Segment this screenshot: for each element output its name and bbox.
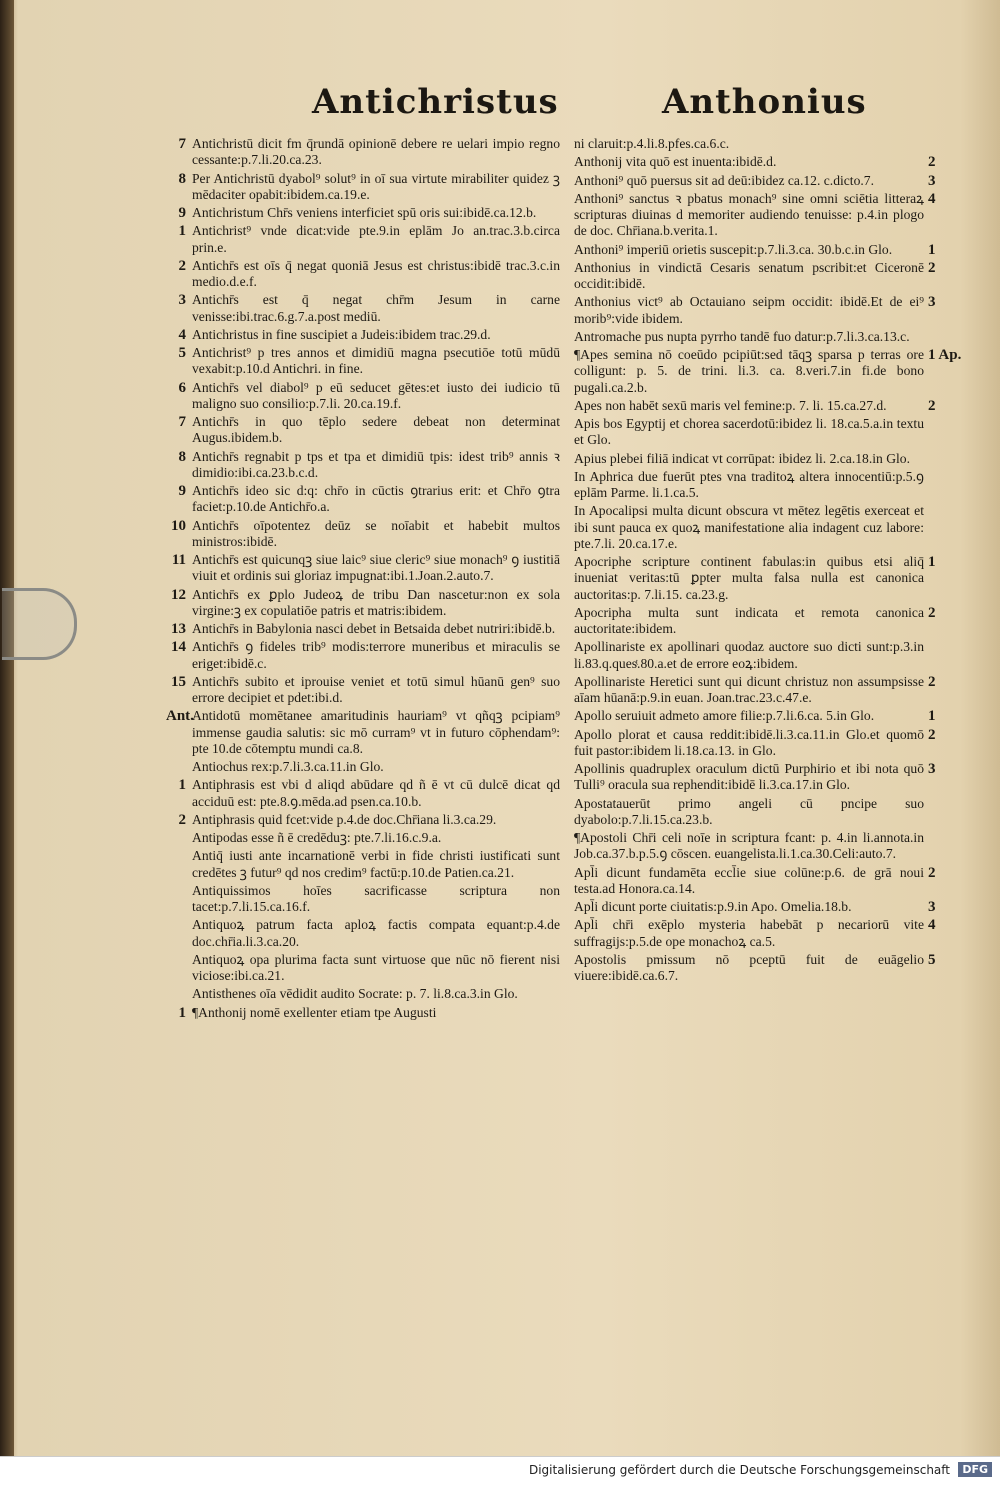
index-entry [178,379,560,412]
entry-number: 2 [928,154,936,171]
footer-credit: Digitalisierung gefördert durch die Deutsche Forschungsgemeinschaft [528,1463,950,1477]
entry-text: Antichr̄s est quicunqꝫ siue laic⁹ siue cleric⁹ siue monach⁹ ꝯ iustitiā viuit et ordinis sui gloriaz impugnat:ibi.1.Joan.2.auto.7. [192,552,560,584]
entry-text: Antidotū momētanee amaritudinis hauriam⁹ vt qñqꝫ pcipiam⁹ immense gaudia salutis: sic mō curram⁹ vt in futuro cōphendam⁹: pte 10.de cōtemptu mundi ca.8. [192,708,560,756]
entry-number: Ant. [166,708,194,725]
entry-number: 2 [178,811,186,828]
entry-number: 1 [928,554,936,571]
index-entry [171,673,560,706]
entry-number: 5 [928,951,936,968]
header-left: Antichristus [312,82,559,122]
index-entry [574,761,936,793]
index-entry [171,517,560,550]
entry-number: 12 [171,586,186,603]
entry-text: Anthonij vita quō est inuenta:ibidē.d. [574,154,777,170]
entry-number: 1 [928,708,936,725]
index-entry [171,552,560,584]
entry-text: Antiq̄ iusti ante incarnationē verbi in fide christi iustificati sunt credētes ꝫ futur⁹ qd nos credim⁹ factū:p.10.de Patien.ca.21. [192,848,560,880]
entry-number: 2 [928,726,936,743]
index-entry [574,639,924,671]
index-entry [574,136,924,152]
index-entry [574,397,936,414]
entry-text: Apocriphe scripture continent fabulas:in quibus etsi aliq̄ inueniat veritas:tū ꝑpter multa falsa nulla est canonica auctoritas:p. 7.li.15. ca.23.g. [574,554,924,602]
index-entry [574,604,936,637]
entry-text: Antiphrasis est vbi d aliqd abūdare qd ñ ē vt cū dulcē dicat qd acciduū est: pte.8.ꝯ.mēda.ad psen.ca.10.b. [192,777,560,809]
index-entry [192,759,560,775]
index-entry [574,294,936,326]
index-entry [178,1004,560,1021]
index-entry [574,899,936,916]
entry-text: Apl̄i dicunt porte ciuitatis:p.9.in Apo. Omelia.18.b. [574,899,852,915]
entry-text: ¶Apostoli Chr̄i celi noīe in scriptura fcant: p. 4.in li.annota.in Job.ca.37.b.p.5.ꝯ cōscen. euangelista.li.1.ca.30.Celi:auto.7. [574,830,924,862]
index-entry [178,811,560,828]
entry-number: 1 [178,1004,186,1021]
entry-text: Apollo plorat et causa reddit:ibidē.li.3.ca.11.in Glo.et quomō fuit pastor:ibidem li.18.ca.13. in Glo. [574,726,924,758]
entry-number: 4 [928,190,936,207]
entry-number: 9 [178,205,186,221]
entry-text: Anthonius in vindictā Cesaris senatum pscribit:et Ciceronē occidit:ibidē. [574,259,924,292]
index-entry [178,257,560,290]
entry-text: Apius plebei filiā indicat vt corrūpat: ibidez li. 2.ca.18.in Glo. [574,450,910,466]
index-entry [574,259,936,292]
dfg-logo: DFG [958,1462,992,1477]
entry-number: 11 [171,552,186,569]
index-entry [178,345,560,377]
entry-number: 10 [171,517,186,534]
index-entry [574,190,936,240]
index-entry [574,241,936,258]
entry-text: Antichr̄s vel diabol⁹ p eū seducet gētes:et iusto dei iudicio tū maligno suo consilio:p.7.li. 20.ca.19.f. [192,379,560,411]
index-entry [192,952,560,984]
index-entry [574,864,936,897]
index-entry [574,503,924,552]
entry-number: 2 [928,864,936,881]
entry-number: 7 [178,136,186,152]
entry-number: 5 [178,345,186,362]
index-entry [192,883,560,915]
entry-text: Antichr̄s ex ꝑplo Judeoꝝ de tribu Dan nascetur:non ex sola virgine:ꝫ ex copulatiōe patris et matris:ibidem. [192,586,560,618]
entry-text: Antichr̄s est q̄ negat chr̄m Jesum in carne venisse:ibi.trac.6.g.7.a.post mediū. [192,292,560,324]
index-entry [171,586,560,619]
entry-number: 2 [928,604,936,621]
entry-text: Antichr̄s in Babylonia nasci debet in Betsaida debet nutriri:ibidē.b. [192,621,556,637]
entry-number: 1 Ap. [928,347,962,364]
index-entry [574,917,936,949]
left-column [166,136,560,1023]
entry-text: Antiquoꝝ opa plurima facta sunt virtuose que nūc nō fierent nisi viciose:ibi.ca.21. [192,951,560,984]
entry-text: Antromache pus nupta pyrrho tandē fuo datur:p.7.li.3.ca.13.c. [574,328,910,344]
index-entry [574,172,936,189]
entry-text: Antiphrasis quid fcet:vide p.4.de doc.Chr̄iana li.3.ca.29. [192,811,497,827]
entry-number: 2 [178,257,186,274]
index-entry [178,777,560,809]
entry-text: Apl̄i chr̄i exēplo mysteria habebāt p necariorū vite suffragijs:p.5.de ope monachoꝝ ca.5. [574,917,924,949]
entry-number: 3 [928,899,936,916]
entry-text: Apollo seruiuit admeto amore filie:p.7.li.6.ca. 5.in Glo. [574,708,875,724]
entry-text: Antichr̄s in quo tēplo sedere debeat non determinat Augus.ibidem.b. [192,414,560,446]
entry-text: Antichr̄s est oīs q̄ negat quoniā Jesus est christus:ibidē trac.3.c.in medio.d.e.f. [192,257,560,289]
entry-number: 15 [171,673,186,690]
entry-number: 8 [178,448,186,465]
index-entry [574,329,924,345]
entry-number: 1 [178,777,186,794]
index-entry [192,848,560,880]
entry-number: 9 [178,483,186,500]
entry-text: Antipodas esse ñ ē credēduꝫ: pte.7.li.16.c.9.a. [192,830,442,846]
entry-text: In Aphrica due fuerūt ptes vna traditoꝝ altera innocentiū:p.5.ꝯ eplām Parme. li.1.ca.5. [574,468,924,501]
index-entry [574,469,924,501]
index-entry [178,223,560,255]
index-entry [178,170,560,203]
index-entry [574,554,936,603]
entry-number: 1 [178,223,186,240]
paper-clip [2,588,77,660]
entry-number: 7 [178,414,186,431]
index-entry [574,830,924,862]
index-entry [178,136,560,168]
index-entry [171,639,560,671]
entry-number: 4 [178,326,186,343]
index-entry [178,483,560,515]
index-entry [192,830,560,846]
entry-text: Antiquissimos hoīes sacrificasse scriptura non tacet:p.7.li.15.ca.16.f. [192,882,560,915]
index-entry [178,448,560,481]
entry-text: Anthoni⁹ imperiū orietis suscepit:p.7.li.3.ca. 30.b.c.in Glo. [574,241,893,257]
index-entry [574,154,936,171]
index-entry [574,951,936,984]
entry-text: ¶Anthonij nomē exellenter etiam tpe Augusti [192,1004,437,1020]
entry-text: Antichristus in fine suscipiet a Judeis:ibidem trac.29.d. [192,326,491,342]
entry-text: Apocripha multa sunt indicata et remota canonica auctoritate:ibidem. [574,604,924,637]
index-entry [171,621,560,638]
book-binding [0,0,14,1484]
entry-text: Apollinariste Heretici sunt qui dicunt christuz non assumpsisse aīam hūanā:p.9.in euan. Joan.trac.23.c.47.e. [574,673,924,706]
entry-text: Antisthenes oīa vēdidit audito Socrate: p. 7. li.8.ca.3.in Glo. [192,986,518,1002]
index-entry [574,416,924,448]
entry-number: 4 [928,917,936,934]
entry-text: Antiquoꝝ patrum facta aploꝝ factis compata equant:p.4.de doc.chr̄ia.li.3.ca.20. [192,917,560,949]
entry-text: Antichr̄s ꝯ fideles trib⁹ modis:terrore muneribus et miraculis se eriget:ibidē.c. [192,639,560,671]
index-entry [574,796,924,828]
entry-text: Antichrist⁹ p tres annos et dimidiū magna psecutiōe totū mūdū vexabit:p.10.d Antichri. in fine. [192,345,560,377]
header-right: Anthonius [662,82,867,122]
entry-number: 3 [928,761,936,778]
entry-text: Apollinariste ex apollinari quodaz auctore suo dicti sunt:p.3.in li.83.q.quesͭ.80.a.et de errore eoꝝ:ibidem. [574,639,924,671]
index-entry [192,986,560,1002]
entry-text: ni claruit:p.4.li.8.pfes.ca.6.c. [574,136,730,151]
index-entry [574,708,936,725]
entry-number: 14 [171,639,186,656]
entry-text: Apostolis pmissum nō pceptū fuit de euāgelio viuere:ibidē.ca.6.7. [574,951,924,984]
entry-text: Antichrist⁹ vnde dicat:vide pte.9.in eplām Jo an.trac.3.b.circa prin.e. [192,223,560,255]
entry-text: Anthoni⁹ sanctus ꝛ pbatus monach⁹ sine omni sciētia litteraꝝ scripturas diuinas d memoriter audiendo tenuisse: p.4.in plogo de doc. Chr̄iana.b.verita.1. [574,190,924,239]
entry-number: 3 [928,172,936,189]
entry-text: Anthonius vict⁹ ab Octauiano seipm occidit: ibidē.Et de ei⁹ morib⁹:vide ibidem. [574,294,924,326]
entry-text: Antichr̄s regnabit p tps et tpa et dimidiū tpis: idest trib⁹ annis ꝛ dimidio:ibi.ca.23.b.c.d. [192,448,560,480]
entry-number: 2 [928,397,936,414]
index-entry [574,673,936,706]
entry-number: 6 [178,379,186,396]
right-column [574,136,962,986]
entry-number: 1 [928,241,936,258]
index-entry [574,347,962,396]
index-entry [166,708,560,757]
entry-text: Antiochus rex:p.7.li.3.ca.11.in Glo. [192,759,384,775]
index-entry [574,726,936,759]
entry-text: Apollinis quadruplex oraculum dictū Purphirio et ibi nota quō Tulli⁹ oracula sua rephendit:ibidē li.3.ca.17.in Glo. [574,761,924,793]
entry-number: 13 [171,621,186,638]
index-entry [178,326,560,343]
index-entry [178,414,560,446]
entry-text: ¶Apes semina nō coeūdo pcipiūt:sed tāqꝫ sparsa p terras ore colligunt: p. 5. de trini. li.3. ca. 8.veri.7.in fi.de bono pugali.ca.2.b. [574,347,924,395]
entry-number: 2 [928,673,936,690]
entry-text: Antichr̄s oīpotentez deūz se noīabit et habebit multos ministros:ibidē. [192,517,560,549]
entry-text: Anthoni⁹ quō puersus sit ad deū:ibidez ca.12. c.dicto.7. [574,172,874,188]
index-entry [574,451,924,467]
entry-text: Antichristū dicit fm q̄rundā opinionē debere re uelari impio regno cessante:p.7.li.20.ca.23. [192,136,560,168]
entry-number: 3 [178,292,186,309]
entry-text: In Apocalipsi multa dicunt obscura vt mētez legētis exerceat et ibi sunt pauca ex quoꝝ manifestatione alia indagent cuz labore: pte.7.li. 20.ca.17.e. [574,503,924,551]
entry-text: Antichristum Chr̄s veniens interficiet spū oris sui:ibidē.ca.12.b. [192,205,537,220]
entry-text: Apl̄i dicunt fundamēta eccl̄ie siue colūne:p.6. de grā noui testa.ad Honora.ca.14. [574,864,924,896]
index-entry [178,292,560,324]
entry-text: Per Antichristū dyabol⁹ solut⁹ in oī sua virtute mirabiliter quidez ꝫ mēdaciter opabit:ibidem.ca.19.e. [192,170,560,202]
entry-text: Antichr̄s subito et iprouise veniet et totū simul hūanū gen⁹ suo errore decipiet et pdet:ibi.d. [192,673,560,706]
entry-number: 2 [928,259,936,276]
entry-text: Apostatauerūt primo angeli cū pncipe suo dyabolo:p.7.li.15.ca.23.b. [574,795,924,827]
index-entry [178,205,560,221]
index-entry [192,917,560,949]
entry-text: Antichr̄s ideo sic d:q: chr̄o in cūctis ꝯtrarius erit: et Chr̄o ꝯtra faciet:p.10.de Antichr̄o.a. [192,483,560,515]
entry-text: Apes non habēt sexū maris vel femine:p. 7. li. 15.ca.27.d. [574,397,887,413]
entry-number: 3 [928,294,936,311]
entry-number: 8 [178,170,186,187]
footer-bar [0,1456,1000,1485]
entry-text: Apis bos Egyptij et chorea sacerdotū:ibidez li. 18.ca.5.a.in textu et Glo. [574,416,924,448]
